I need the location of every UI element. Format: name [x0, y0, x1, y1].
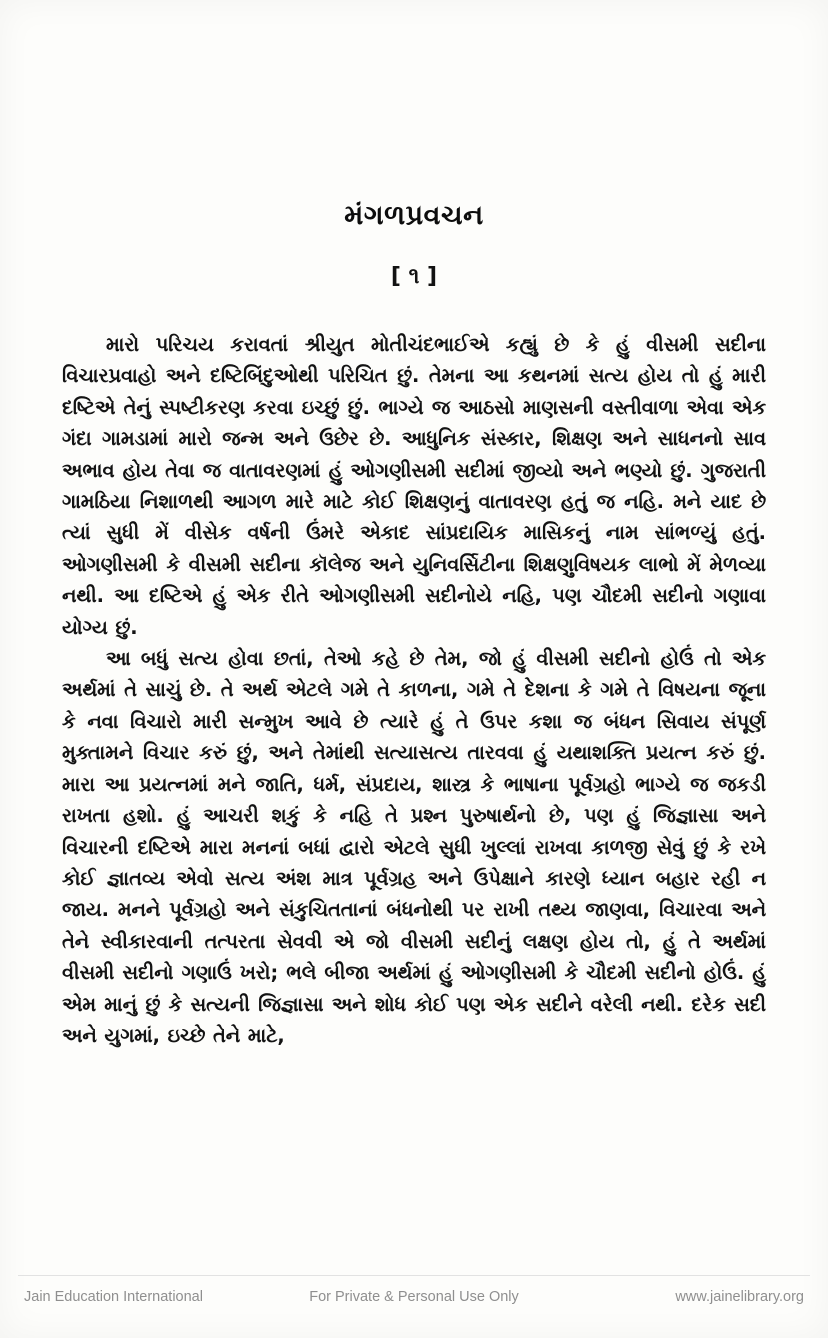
footer-divider: [18, 1275, 810, 1276]
section-number: [ ૧ ]: [390, 264, 438, 289]
paragraph: મારો પરિચય કરાવતાં શ્રીયુત મોતીચંદભાઈએ કહ્યું છે કે હું વીસમી સદીના વિચારપ્રવાહો અને દષ્ટિબિંદુઓથી પરિચિત છું. તેમના આ કથનમાં સત્ય હોય તો હું મારી દષ્ટિએ તેનું સ્પષ્ટીકરણ કરવા ઇચ્છું છું. ભાગ્યે જ આઠસો માણસની વસ્તીવાળા એવા એક ગંદા ગામડામાં મારો જન્મ અને ઉછેર છે. આધુનિક સંસ્કાર, શિક્ષણ અને સાધનનો સાવ અભાવ હોય તેવા જ વાતાવરણમાં હું ઓગણીસમી સદીમાં જીવ્યો અને ભણ્યો છું. ગુજરાતી ગામઠિયા નિશાળથી આગળ મારે માટે કોઈ શિક્ષણનું વાતાવરણ હતું જ નહિ. મને યાદ છે ત્યાં સુધી મેં વીસેક વર્ષની ઉંમરે એકાદ સાંપ્રદાયિક માસિકનું નામ સાંભળ્યું હતું. ઓગણીસમી કે વીસમી સદીના કૉલેજ અને યુનિવર્સિટીના શિક્ષણુવિષયક લાભો મેં મેળવ્યા નથી. આ દષ્ટિએ હું એક રીતે ઓગણીસમી સદીનોયે નહિ, પણ ચૌદમી સદીનો ગણાવા યોગ્ય છું.: [62, 333, 766, 639]
page-title: મંગળપ્રવચન: [344, 200, 484, 231]
footer-website[interactable]: www.jainelibrary.org: [675, 1289, 804, 1305]
body-text: [62, 329, 766, 1051]
paragraph: આ બધું સત્ય હોવા છતાં, તેઓ કહે છે તેમ, જો હું વીસમી સદીનો હોઉં તો એક અર્થમાં તે સાચું છે. તે અર્થ એટલે ગમે તે કાળના, ગમે તે દેશના કે ગમે તે વિષયના જૂના કે નવા વિચારો મારી સન્મુખ આવે છે ત્યારે હું તે ઉપર કશા જ બંધન સિવાય સંપૂર્ણ મુક્તામને વિચાર કરું છું, અને તેમાંથી સત્યાસત્ય તારવવા હું યથાશક્તિ પ્રયત્ન કરું છું. મારા આ પ્રયત્નમાં મને જાતિ, ધર્મ, સંપ્રદાય, શાસ્ત્ર કે ભાષાના પૂર્વગ્રહો ભાગ્યે જ જકડી રાખતા હશો. હું આચરી શકું કે નહિ તે પ્રશ્ન પુરુષાર્થનો છે, પણ હું જિજ્ઞાસા અને વિચારની દષ્ટિએ મારા મનનાં બધાં દ્વારો એટલે સુધી ખુલ્લાં રાખવા કાળજી સેવું છું કે રખે કોઈ જ્ઞાતવ્ય એવો સત્ય અંશ માત્ર પૂર્વગ્રહ અને ઉપેક્ષાને કારણે ધ્યાન બહાર રહી ન જાય. મનને પૂર્વગ્રહો અને સંકુચિતતાનાં બંધનોથી પર રાખી તથ્ય જાણવા, વિચારવા અને તેને સ્વીકારવાની તત્પરતા સેવવી એ જો વીસમી સદીનું લક્ષણ હોય તો, હું તે અર્થમાં વીસમી સદીનો ગણાઉં ખરો; ભલે બીજા અર્થમાં હું ઓગણીસમી કે ચૌદમી સદીનો હોઉં. હું એમ માનું છું કે સત્યની જિજ્ઞાસા અને શોધ કોઈ પણ એક સદીને વરેલી નથી. દરેક સદી અને યુગમાં, ઇચ્છે તેને માટે,: [62, 647, 766, 1047]
page-footer: [0, 1282, 828, 1312]
footer-organization: Jain Education International: [24, 1289, 203, 1305]
footer-usage-notice: For Private & Personal Use Only: [309, 1289, 519, 1305]
page-content: [62, 200, 766, 1051]
